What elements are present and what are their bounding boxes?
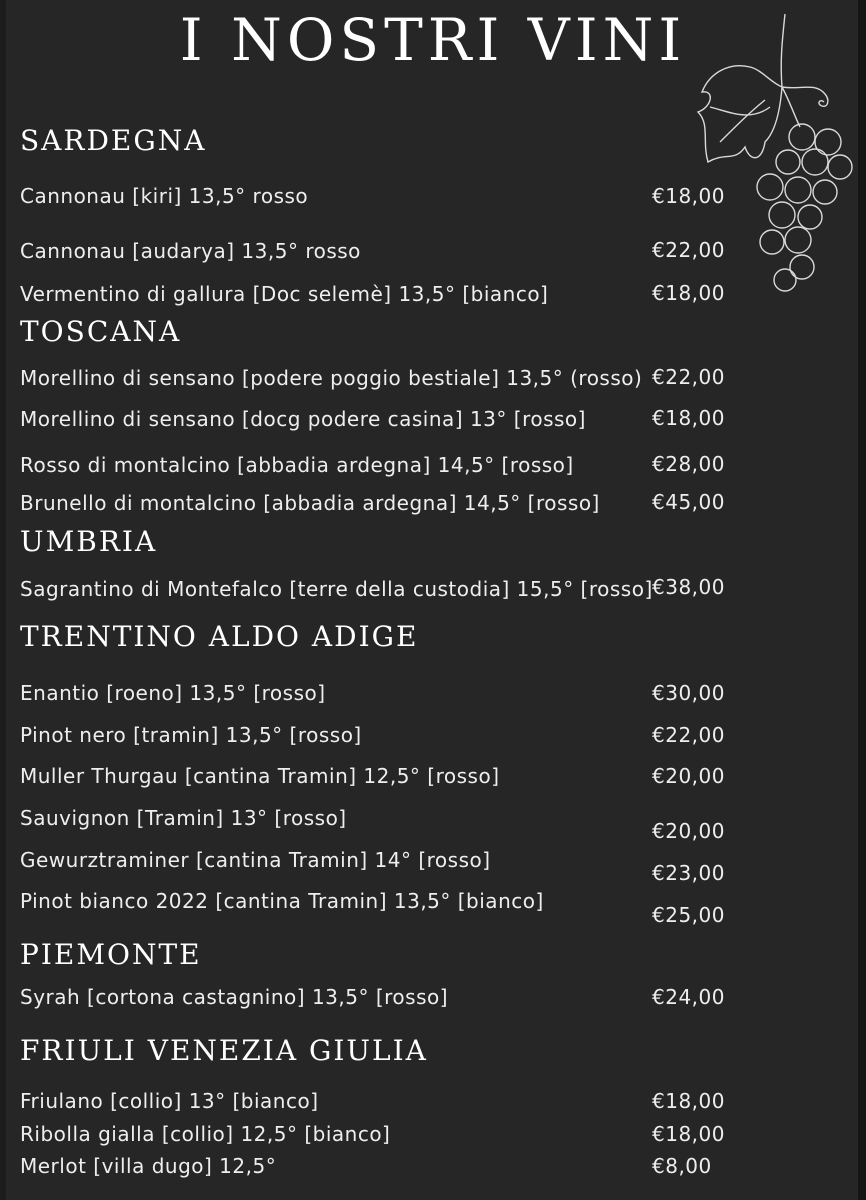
wine-name: Friulano [collio] 13° [bianco] bbox=[20, 1089, 319, 1113]
wine-name: Brunello di montalcino [abbadia ardegna] 14,5° [rosso] bbox=[20, 491, 600, 515]
wine-name: Ribolla gialla [collio] 12,5° [bianco] bbox=[20, 1122, 391, 1146]
wine-price: €20,00 bbox=[652, 764, 725, 788]
wine-name: Enantio [roeno] 13,5° [rosso] bbox=[20, 681, 326, 705]
wine-name: Muller Thurgau [cantina Tramin] 12,5° [rosso] bbox=[20, 764, 500, 788]
wine-name: Syrah [cortona castagnino] 13,5° [rosso] bbox=[20, 985, 449, 1009]
section-heading-piemonte: PIEMONTE bbox=[20, 938, 202, 971]
wine-name: Gewurztraminer [cantina Tramin] 14° [rosso] bbox=[20, 848, 491, 872]
wine-price: €22,00 bbox=[652, 238, 725, 262]
wine-price: €8,00 bbox=[652, 1154, 712, 1178]
wine-name: Pinot bianco 2022 [cantina Tramin] 13,5° [bianco] bbox=[20, 889, 544, 913]
wine-name: Merlot [villa dugo] 12,5° bbox=[20, 1154, 277, 1178]
wine-price: €18,00 bbox=[652, 406, 725, 430]
wine-price: €18,00 bbox=[652, 1089, 725, 1113]
wine-name: Sauvignon [Tramin] 13° [rosso] bbox=[20, 806, 347, 830]
section-heading-umbria: UMBRIA bbox=[20, 525, 158, 558]
wine-price: €20,00 bbox=[652, 819, 725, 843]
wine-price: €23,00 bbox=[652, 861, 725, 885]
wine-name: Morellino di sensano [docg podere casina] 13° [rosso] bbox=[20, 407, 586, 431]
wine-price: €45,00 bbox=[652, 490, 725, 514]
wine-name: Morellino di sensano [podere poggio bestiale] 13,5° (rosso) bbox=[20, 366, 643, 390]
wine-name: Cannonau [audarya] 13,5° rosso bbox=[20, 239, 361, 263]
wine-price: €30,00 bbox=[652, 681, 725, 705]
wine-price: €25,00 bbox=[652, 903, 725, 927]
wine-name: Cannonau [kiri] 13,5° rosso bbox=[20, 184, 309, 208]
wine-price: €28,00 bbox=[652, 452, 725, 476]
wine-price: €18,00 bbox=[652, 1122, 725, 1146]
wine-name: Sagrantino di Montefalco [terre della custodia] 15,5° [rosso] bbox=[20, 577, 653, 601]
wine-price: €22,00 bbox=[652, 723, 725, 747]
wine-name: Vermentino di gallura [Doc selemè] 13,5° [bianco] bbox=[20, 282, 549, 306]
wine-price: €18,00 bbox=[652, 281, 725, 305]
menu-title: I NOSTRI VINI bbox=[179, 6, 687, 74]
wine-price: €38,00 bbox=[652, 575, 725, 599]
wine-price: €18,00 bbox=[652, 184, 725, 208]
section-heading-sardegna: SARDEGNA bbox=[20, 124, 207, 157]
wine-price: €22,00 bbox=[652, 365, 725, 389]
section-heading-friuli: FRIULI VENEZIA GIULIA bbox=[20, 1034, 428, 1067]
wine-name: Pinot nero [tramin] 13,5° [rosso] bbox=[20, 723, 362, 747]
section-heading-toscana: TOSCANA bbox=[20, 315, 182, 348]
section-heading-trentino: TRENTINO ALDO ADIGE bbox=[20, 620, 419, 653]
wine-name: Rosso di montalcino [abbadia ardegna] 14,5° [rosso] bbox=[20, 453, 574, 477]
wine-price: €24,00 bbox=[652, 985, 725, 1009]
